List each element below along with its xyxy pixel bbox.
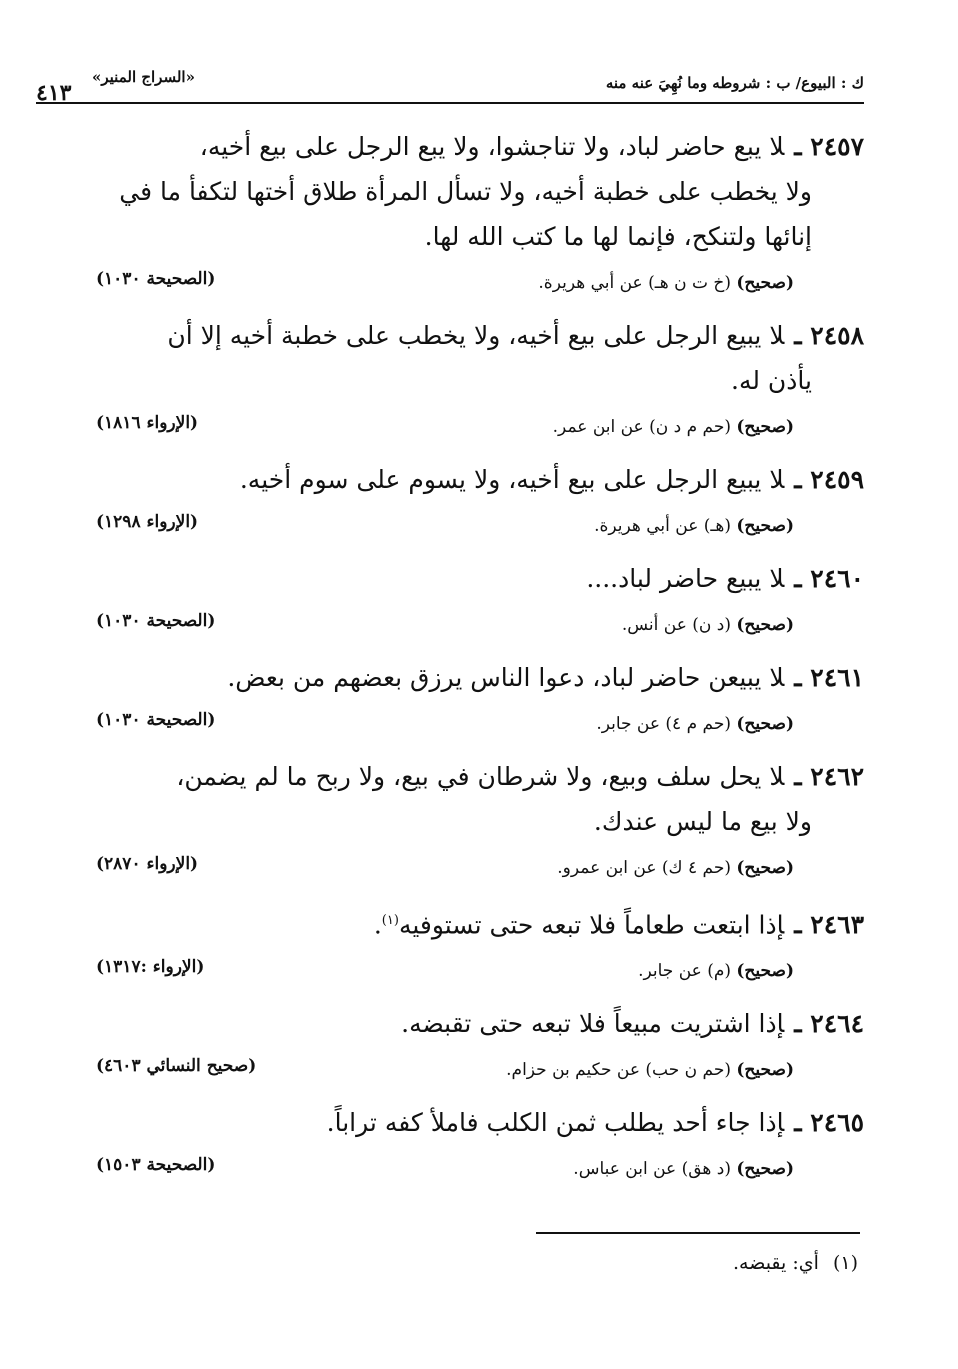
- hadith-line: ولا بيع ما ليس عندك.: [593, 807, 812, 836]
- page-number: ٤١٣: [36, 80, 72, 106]
- hadith-list: [96, 124, 864, 1199]
- source-line: [96, 955, 864, 989]
- footnote-number: (١): [832, 1252, 858, 1274]
- hadith-number: ٢٤٥٩ ـ: [794, 465, 864, 494]
- hadith-number: ٢٤٦٤ ـ: [794, 1009, 864, 1039]
- hadith-text: [96, 1001, 864, 1046]
- reference: (الصحيحة ١٠٣٠): [96, 611, 216, 631]
- hadith-number: ٢٤٦٢ ـ: [794, 762, 864, 791]
- grade: (صحيح): [736, 714, 794, 734]
- hadith-line: إذا ابتعت طعاماً فلا تبعه حتى تستوفيه: [398, 910, 785, 940]
- reference: (الإرواء :١٣١٧): [96, 957, 205, 978]
- source-line: [96, 510, 864, 544]
- hadith-text: [96, 655, 864, 700]
- reference: (الإرواء ١٨١٦): [96, 413, 199, 433]
- source: (حم م ٤) عن جابر.: [596, 714, 731, 734]
- hadith-number: ٢٤٥٧ ـ: [794, 132, 864, 161]
- source: (خ ت ن هـ) عن أبي هريرة.: [538, 273, 731, 293]
- source: (د ن) عن أنس.: [621, 615, 731, 635]
- grade: (صحيح): [736, 1060, 794, 1081]
- reference: (الصحيحة ١٥٠٣): [96, 1155, 216, 1176]
- footnote: [733, 1252, 858, 1274]
- hadith-text: [96, 313, 864, 403]
- hadith-entry: [96, 754, 864, 886]
- hadith-entry: [96, 556, 864, 643]
- hadith-line: لا يبيع حاضر لباد....: [586, 564, 785, 593]
- hadith-text: [96, 754, 864, 844]
- hadith-entry: [96, 898, 864, 989]
- hadith-line: ولا يخطب على خطبة أخيه، ولا تسأل المرأة طلاق أختها لتكفأ ما في: [119, 177, 812, 206]
- source-line: [96, 852, 864, 886]
- hadith-line: لا يبع حاضر لباد، ولا تناجشوا، ولا يبع الرجل على بيع أخيه،: [199, 132, 785, 161]
- hadith-entry: [96, 1100, 864, 1187]
- source: (هـ) عن أبي هريرة.: [594, 516, 731, 536]
- hadith-number: ٢٤٥٨ ـ: [794, 321, 864, 350]
- source: (حم م د ن) عن ابن عمر.: [552, 417, 731, 437]
- hadith-number: ٢٤٦٠ ـ: [794, 564, 864, 593]
- source-line: [96, 609, 864, 643]
- hadith-line: لا يبيعن حاضر لباد، دعوا الناس يرزق بعضهم من بعض.: [227, 663, 785, 692]
- hadith-text: [96, 124, 864, 259]
- hadith-line: إنائها ولتنكح، فإنما لها ما كتب الله لها.: [424, 222, 812, 251]
- hadith-number: ٢٤٦٣ ـ: [794, 910, 864, 940]
- source-line: [96, 267, 864, 301]
- grade: (صحيح): [736, 516, 794, 536]
- hadith-line: إذا اشتريت مبيعاً فلا تبعه حتى تقبضه.: [401, 1009, 785, 1039]
- reference: (الصحيحة ١٠٣٠): [96, 269, 216, 289]
- source-line: [96, 708, 864, 742]
- hadith-text: [96, 898, 864, 947]
- hadith-number: ٢٤٦٥ ـ: [794, 1108, 864, 1138]
- source: (د هق) عن ابن عباس.: [573, 1159, 731, 1180]
- reference: (صحيح النسائي ٤٦٠٣): [96, 1056, 257, 1077]
- hadith-number: ٢٤٦١ ـ: [794, 663, 864, 692]
- grade: (صحيح): [736, 961, 794, 982]
- hadith-entry: [96, 124, 864, 301]
- hadith-line: لا يبيع الرجل على بيع أخيه، ولا يخطب على خطبة أخيه إلا أن: [167, 321, 785, 350]
- grade: (صحيح): [736, 417, 794, 437]
- grade: (صحيح): [736, 615, 794, 635]
- hadith-end-mark: .: [373, 910, 382, 940]
- source: (م) عن جابر.: [638, 961, 731, 982]
- source: (حم ٤ ك) عن ابن عمرو.: [557, 858, 731, 878]
- reference: (الإرواء ٢٨٧٠): [96, 854, 199, 874]
- footnote-marker[interactable]: (١): [381, 913, 399, 928]
- footnote-divider: [536, 1232, 860, 1234]
- grade: (صحيح): [736, 273, 794, 293]
- source-line: [96, 1054, 864, 1088]
- grade: (صحيح): [736, 858, 794, 878]
- footnote-text: أي: يقبضه.: [733, 1252, 819, 1274]
- book-title: «السراج المنير»: [92, 68, 195, 86]
- hadith-line: يأذن له.: [731, 366, 812, 395]
- hadith-line: لا يحل سلف وبيع، ولا شرطان في بيع، ولا ربح ما لم يضمن،: [176, 762, 785, 791]
- hadith-text: [96, 556, 864, 601]
- hadith-text: [96, 1100, 864, 1145]
- header-divider: [36, 102, 864, 104]
- reference: (الإرواء ١٢٩٨): [96, 512, 199, 532]
- hadith-entry: [96, 313, 864, 445]
- page-header: [36, 62, 864, 106]
- chapter-heading: ك : البيوع/ ب : شروطه وما نُهِيَ عنه منه: [605, 74, 864, 92]
- hadith-line: لا يبيع الرجل على بيع أخيه، ولا يسوم على سوم أخيه.: [239, 465, 785, 494]
- source-line: [96, 411, 864, 445]
- hadith-line: إذا جاء أحد يطلب ثمن الكلب فاملأ كفه تراباً.: [326, 1108, 785, 1138]
- hadith-entry: [96, 1001, 864, 1088]
- grade: (صحيح): [736, 1159, 794, 1180]
- source: (حم ن حب) عن حكيم بن حزام.: [506, 1060, 731, 1081]
- hadith-text: [96, 457, 864, 502]
- hadith-entry: [96, 457, 864, 544]
- reference: (الصحيحة ١٠٣٠): [96, 710, 216, 730]
- source-line: [96, 1153, 864, 1187]
- hadith-entry: [96, 655, 864, 742]
